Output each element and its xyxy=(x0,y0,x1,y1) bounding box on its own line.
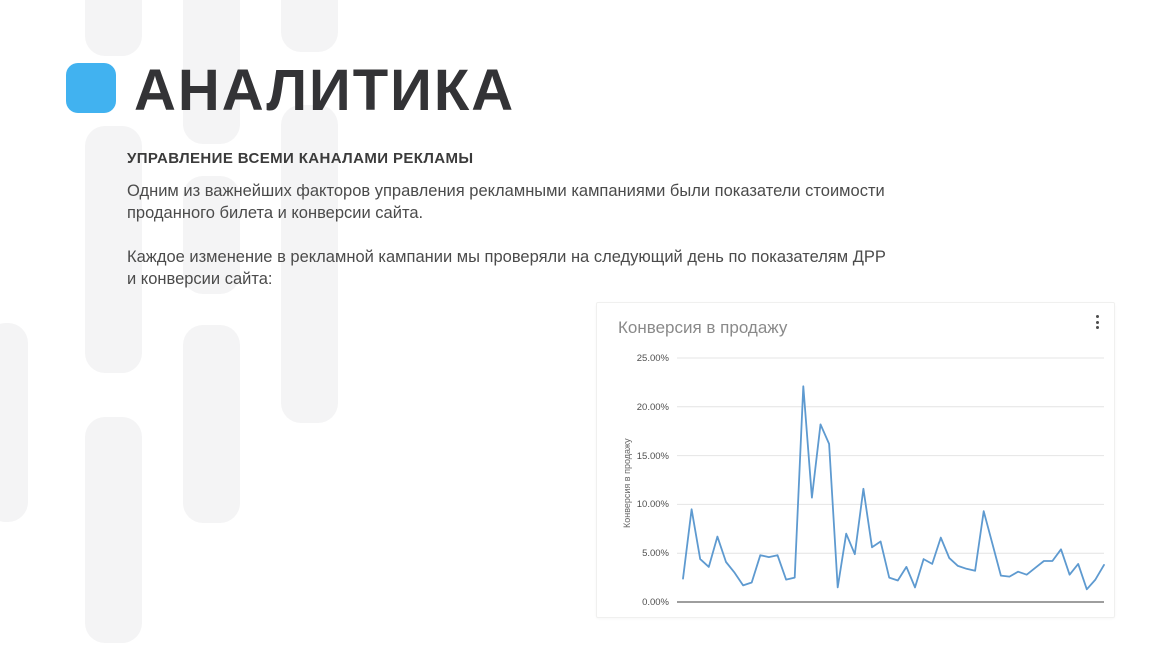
paragraph-2-line-1: Каждое изменение в рекламной кампании мы проверяли на следующий день по показателям ДРР xyxy=(127,248,886,266)
y-tick-label: 20.00% xyxy=(636,401,669,413)
kebab-menu-icon[interactable] xyxy=(1089,310,1105,334)
background-pill xyxy=(183,325,240,523)
content-block xyxy=(127,150,1127,290)
paragraph-1 xyxy=(127,180,1127,224)
background-pill xyxy=(85,0,142,56)
conversion-line-chart xyxy=(683,358,1104,602)
paragraph-2-line-2: и конверсии сайта: xyxy=(127,270,273,288)
y-tick-label: 10.00% xyxy=(636,499,669,511)
y-axis-ticks xyxy=(597,353,675,608)
page-title: АНАЛИТИКА xyxy=(134,58,516,123)
paragraph-1-line-1: Одним из важнейших факторов управления рекламными кампаниями были показатели стоимости xyxy=(127,182,885,200)
data-line xyxy=(683,386,1104,589)
accent-square-icon xyxy=(66,63,116,113)
background-pill xyxy=(85,417,142,643)
y-tick-label: 15.00% xyxy=(636,450,669,462)
plot-area xyxy=(683,358,1104,602)
chart-title: Конверсия в продажу xyxy=(618,318,788,337)
background-pill xyxy=(281,0,338,52)
y-axis-label: Конверсия в продажу xyxy=(622,438,632,528)
section-heading: УПРАВЛЕНИЕ ВСЕМИ КАНАЛАМИ РЕКЛАМЫ xyxy=(127,150,474,167)
background-pill xyxy=(0,323,28,522)
y-tick-label: 5.00% xyxy=(642,548,669,560)
y-tick-label: 0.00% xyxy=(642,597,669,608)
paragraph-1-line-2: проданного билета и конверсии сайта. xyxy=(127,204,424,222)
paragraph-2 xyxy=(127,246,1127,290)
y-tick-label: 25.00% xyxy=(636,353,669,364)
chart-card xyxy=(596,302,1115,618)
